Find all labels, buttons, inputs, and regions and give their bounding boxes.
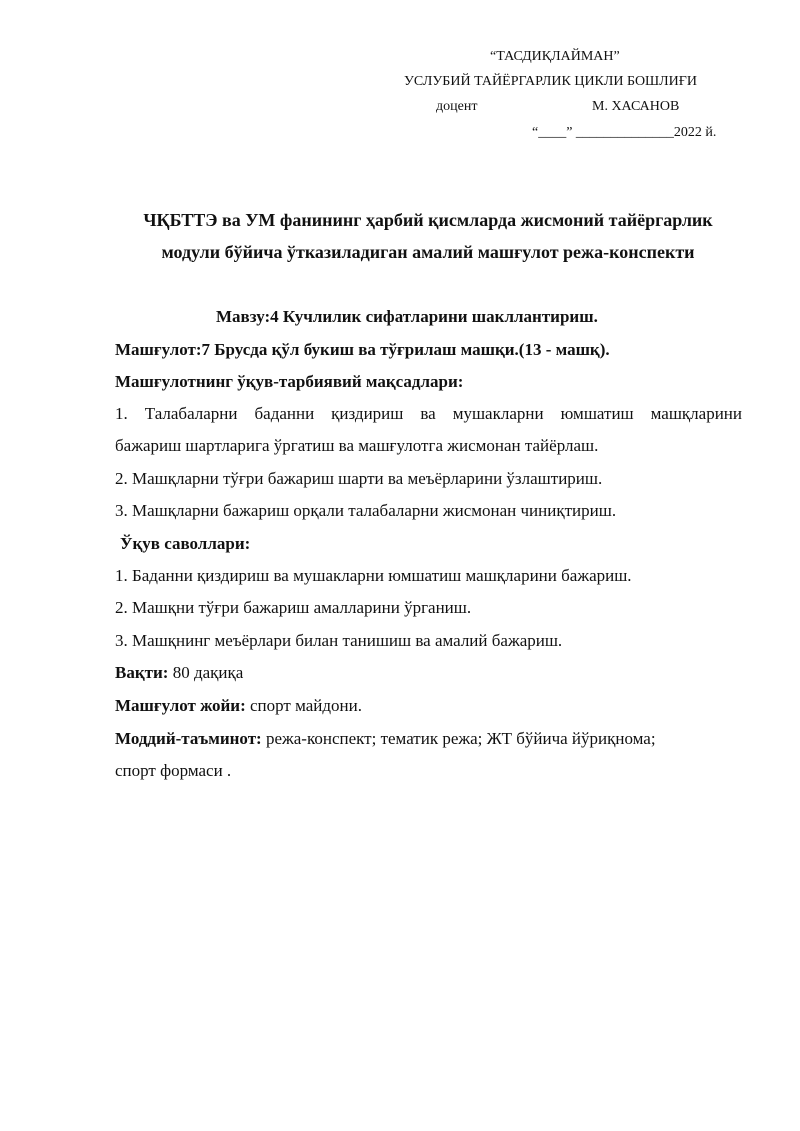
approval-rank: доцент — [436, 99, 478, 114]
question-item: 1. Баданни қиздириш ва мушакларни юмшатиш машқларини бажариш. — [115, 566, 632, 585]
goal-item-1-line-2: бажариш шартларига ўргатиш ва машғулотга жисмонан тайёрлаш. — [115, 436, 599, 455]
document-title-line-1: ЧҚБТТЭ ва УМ фанининг ҳарбий қисмларда жисмоний тайёргарлик — [143, 210, 713, 230]
goals-title: Машғулотнинг ўқув-тарбиявий мақсадлари: — [115, 372, 464, 391]
approval-position: УСЛУБИЙ ТАЙЁРГАРЛИК ЦИКЛИ БОШЛИҒИ — [404, 74, 697, 89]
time-line — [115, 664, 243, 681]
questions-title: Ўқув саволлари: — [120, 534, 251, 553]
document-title-line-2: модули бўйича ўтказиладиган амалий машғулот режа-конспекти — [161, 242, 695, 262]
topic-line: Мавзу:4 Кучлилик сифатларини шакллантириш. — [216, 307, 598, 326]
approval-name: М. ХАСАНОВ — [592, 99, 680, 114]
goal-item-2: 2. Машқларни тўғри бажариш шарти ва меъёрларини ўзлаштириш. — [115, 469, 603, 488]
lesson-line: Машғулот:7 Брусда қўл букиш ва тўғрилаш машқи.(13 - машқ). — [115, 340, 610, 359]
place-value: спорт майдони. — [245, 696, 362, 715]
time-label: Вақти: — [115, 663, 169, 682]
materials-line-1 — [115, 730, 656, 747]
time-value: 80 дақиқа — [168, 663, 244, 682]
approval-title: “ТАСДИҚЛАЙМАН” — [490, 49, 620, 64]
materials-value-line-1: режа-конспект; тематик режа; ЖТ бўйича йўриқнома; — [261, 729, 656, 748]
materials-value-line-2: спорт формаси . — [115, 761, 232, 780]
materials-label: Моддий-таъминот: — [115, 729, 262, 748]
goal-item-3: 3. Машқларни бажариш орқали талабаларни жисмонан чиниқтириш. — [115, 501, 617, 520]
approval-date: “____” ______________2022 й. — [532, 125, 717, 140]
place-line — [115, 697, 362, 714]
goal-item-1-line-1: 1. Талабаларни баданни қиздириш ва мушакларни юмшатиш машқларини — [115, 404, 742, 423]
question-item: 3. Машқнинг меъёрлари билан танишиш ва амалий бажариш. — [115, 631, 563, 650]
place-label: Машғулот жойи: — [115, 696, 246, 715]
question-item: 2. Машқни тўғри бажариш амалларини ўрганиш. — [115, 598, 472, 617]
